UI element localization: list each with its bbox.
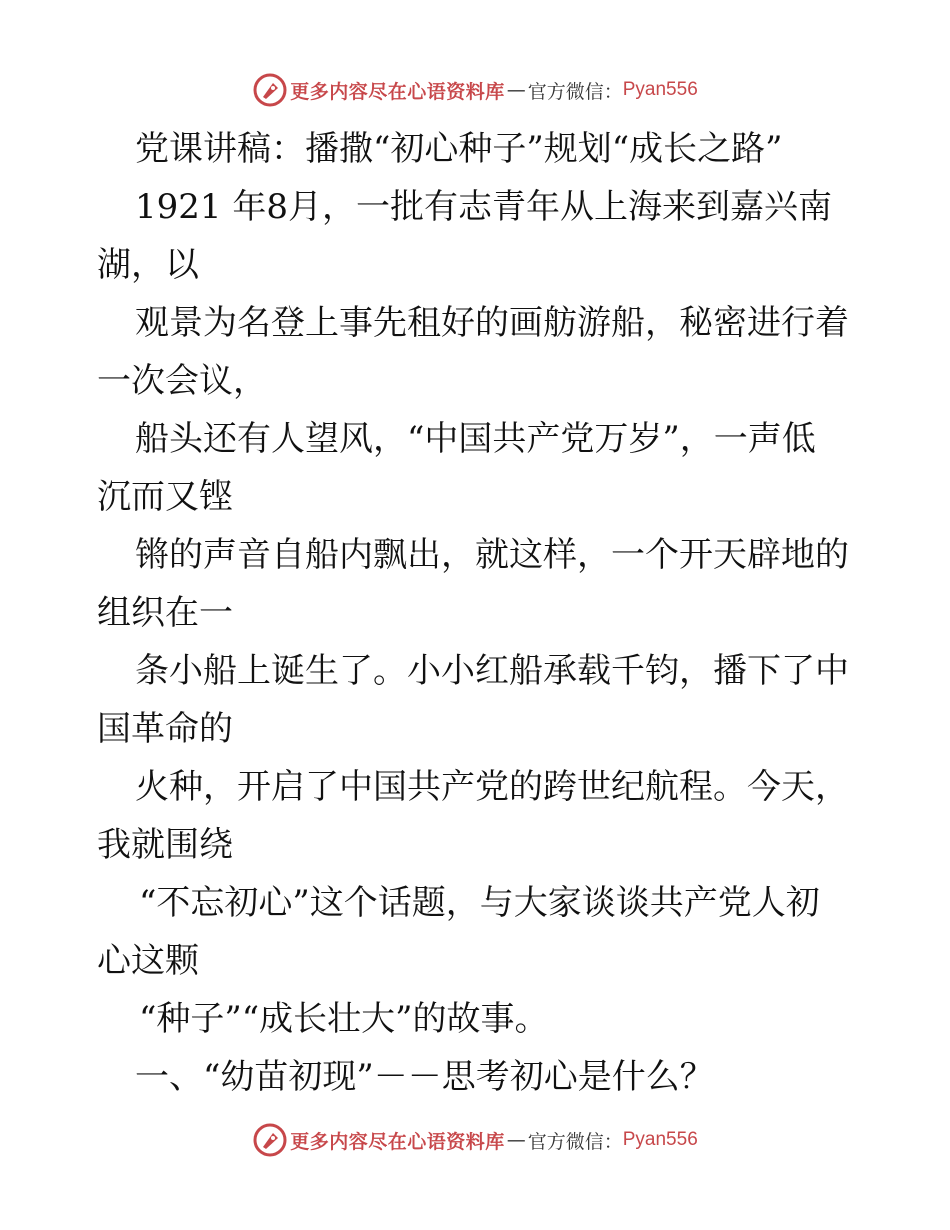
pen-nib-logo-icon: [252, 1122, 288, 1158]
pen-nib-logo-icon: [252, 72, 288, 108]
document-body: [97, 120, 857, 1106]
paragraph-line: 观景为名登上事先租好的画舫游船，秘密进行着: [135, 303, 849, 343]
paragraph-line: 锵的声音自船内飘出，就这样，一个开天辟地的: [135, 535, 849, 575]
banner-official-label: 官方微信：: [527, 80, 623, 103]
document-title: 党课讲稿：播撒“初心种子”规划“成长之路”: [135, 129, 783, 169]
paragraph-line: 湖，以: [97, 245, 199, 285]
banner-wechat-id: Pyan556: [622, 1129, 698, 1150]
section-heading: 一、“幼苗初现”－－思考初心是什么？: [135, 1057, 714, 1097]
paragraph-line: 火种，开启了中国共产党的跨世纪航程。今天，: [135, 767, 849, 807]
paragraph-line: 我就围绕: [97, 825, 233, 865]
paragraph-line: 组织在一: [97, 593, 233, 633]
paragraph-line: 条小船上诞生了。小小红船承载千钧，播下了中: [135, 651, 849, 691]
banner-wechat-id: Pyan556: [622, 79, 698, 100]
banner-brand: 更多内容尽在心语资料库: [290, 1130, 505, 1153]
paragraph-line: “种子”“成长壮大”的故事。: [139, 999, 549, 1039]
paragraph-line: “不忘初心”这个话题，与大家谈谈共产党人初: [139, 883, 820, 923]
banner-official-label: 官方微信：: [527, 1130, 623, 1153]
footer-banner: [0, 1120, 950, 1160]
paragraph-line: 一次会议，: [97, 361, 267, 401]
banner-separator: —: [506, 1129, 526, 1151]
banner-separator: —: [506, 79, 526, 101]
paragraph-line: 国革命的: [97, 709, 233, 749]
paragraph-line: 沉而又铿: [97, 477, 233, 517]
paragraph-line: 船头还有人望风，“中国共产党万岁”，一声低: [135, 419, 816, 459]
header-banner: [0, 70, 950, 110]
banner-brand: 更多内容尽在心语资料库: [290, 80, 505, 103]
paragraph-line: 1921 年8月，一批有志青年从上海来到嘉兴南: [135, 187, 832, 227]
paragraph-line: 心这颗: [97, 941, 199, 981]
